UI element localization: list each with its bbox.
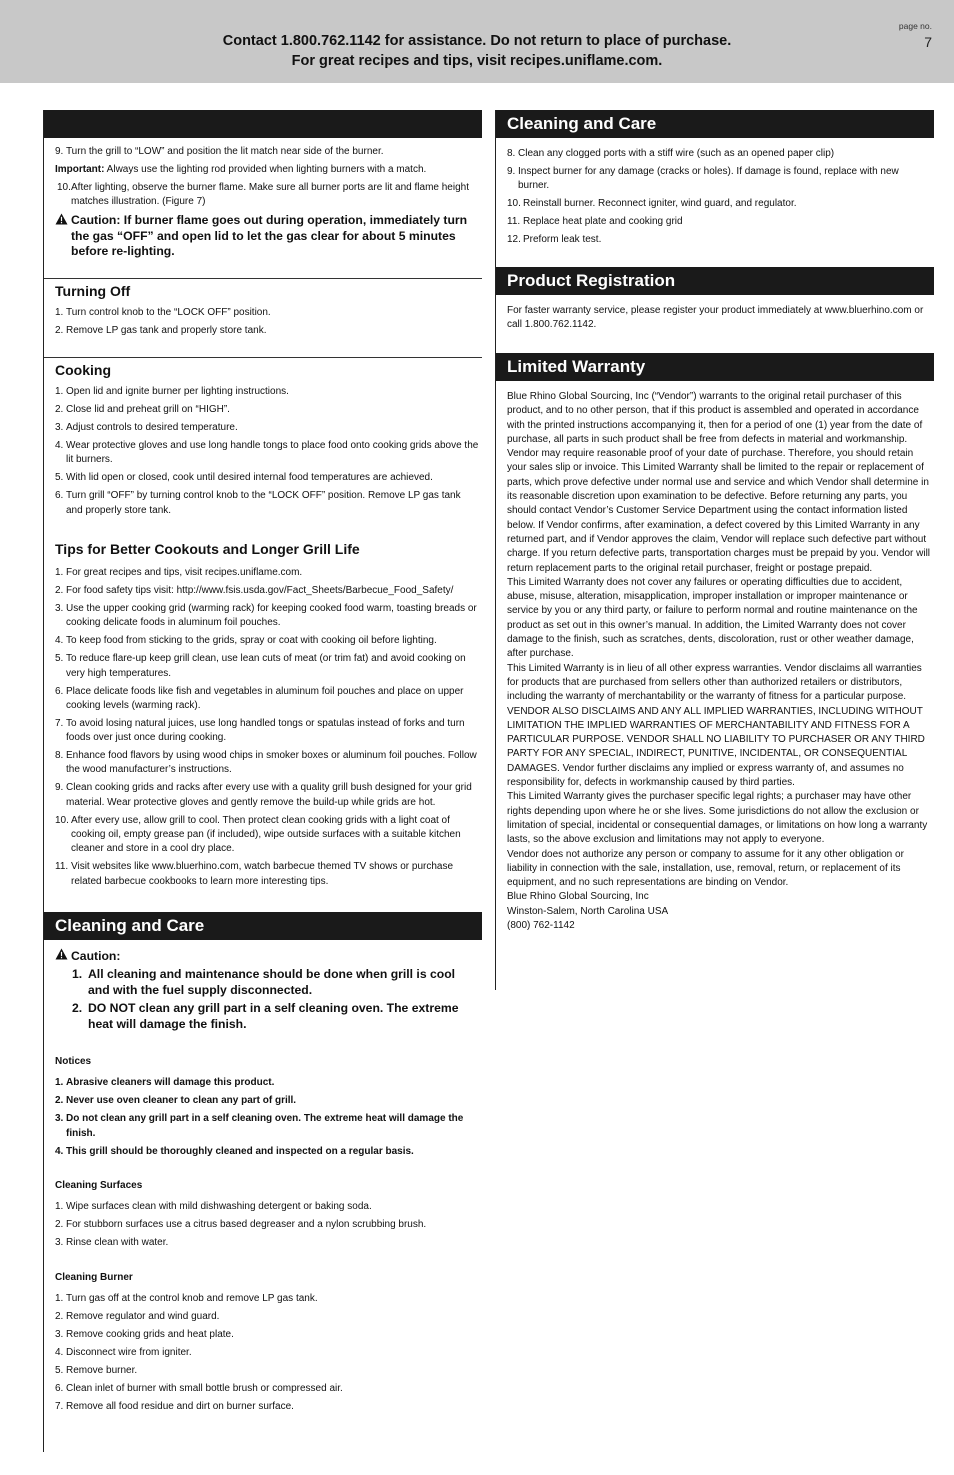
list-item: 5. To reduce flare-up keep grill clean, use lean cuts of meat (or trim fat) and avoid cooking on very high temperatures.: [55, 653, 466, 679]
list-item: 2. Close lid and preheat grill on “HIGH”.: [55, 403, 230, 415]
page-number-label: page no.: [898, 21, 932, 31]
limited-warranty-text: [507, 390, 931, 933]
caution-item: 2. DO NOT clean any grill part in a self cleaning oven. The extreme heat will damage the finish.: [72, 1001, 459, 1031]
cleaning-continued-bar: Cleaning and Care: [496, 110, 934, 138]
cleaning-surfaces-heading: Cleaning Surfaces: [55, 1180, 143, 1191]
important-note: Important: Always use the lighting rod provided when lighting burners with a match.: [55, 163, 427, 175]
caution-item: 1. All cleaning and maintenance should be done when grill is cool and with the fuel supply disconnected.: [72, 967, 456, 997]
vendor-address: [507, 890, 931, 933]
list-item: 10. Reinstall burner. Reconnect igniter, wind guard, and regulator.: [507, 198, 797, 210]
notices-heading: Notices: [55, 1056, 92, 1067]
cleaning-section-bar: Cleaning and Care: [44, 912, 482, 940]
recipes-line: For great recipes and tips, visit recipes.uniflame.com.: [291, 53, 663, 69]
cleaning-continued-list: [507, 147, 931, 251]
lighting-section-bar: [44, 110, 482, 138]
cleaning-caution: [55, 948, 479, 1034]
list-item: 7. Remove all food residue and dirt on burner surface.: [55, 1401, 294, 1413]
list-item: 3. Adjust controls to desired temperature.: [55, 421, 238, 433]
lighting-caution: Caution: If burner flame goes out during operation, immediately turn the gas “OFF” and open lid to let the gas clear for about 5 minutes before re-lighting.: [55, 213, 479, 260]
cleaning-burner-heading: Cleaning Burner: [55, 1272, 133, 1283]
list-item: 11. Replace heat plate and cooking grid: [507, 216, 683, 228]
list-item: 1. For great recipes and tips, visit recipes.uniflame.com.: [55, 567, 303, 578]
turning-off-list: [55, 306, 479, 342]
list-item: 7. To avoid losing natural juices, use long handled tongs or spatulas instead of forks and turn foods over just once during cooking.: [55, 717, 465, 744]
address-line: Winston-Salem, North Carolina USA: [507, 905, 669, 917]
list-item: 2. For food safety tips visit: http://www.fsis.usda.gov/Fact_Sheets/Barbecue_Food_Safety/: [55, 584, 454, 596]
lighting-instructions: [55, 145, 479, 260]
list-item: 6. Clean inlet of burner with small bottle brush or compressed air.: [55, 1383, 343, 1395]
warranty-paragraph: This Limited Warranty gives the purchaser specific legal rights; a purchaser may have other rights depending upon where he or she lives. Some jurisdictions do not allow the exclusion or limitation of special, incidental or consequential damages, or limitations on how long a warranty lasts, so the above exclusion and limitations may not apply to everyone.: [507, 791, 928, 846]
list-item: 12. Preform leak test.: [507, 234, 602, 246]
list-item: 2. Remove LP gas tank and properly store tank.: [55, 324, 267, 336]
tips-list: [55, 566, 479, 893]
notice-item: 4. This grill should be thoroughly cleaned and inspected on a regular basis.: [55, 1145, 414, 1157]
warning-triangle-icon: [55, 948, 71, 964]
tips-heading: Tips for Better Cookouts and Longer Grill Life: [55, 541, 360, 557]
address-line: Blue Rhino Global Sourcing, Inc: [507, 891, 649, 903]
list-item: 11. Visit websites like www.bluerhino.com, watch barbecue themed TV shows or purchase related barbecue cookbooks to learn more interesting tips.: [55, 861, 454, 887]
list-item: 4. To keep food from sticking to the grids, spray or coat with cooking oil before lighting.: [55, 635, 437, 647]
list-item: 9. Inspect burner for any damage (cracks or holes). If damage is found, replace with new burner.: [507, 165, 899, 192]
limited-warranty-bar: Limited Warranty: [496, 353, 934, 381]
warning-triangle-icon: [55, 213, 71, 260]
left-column: [43, 110, 481, 1452]
list-item: 4. Disconnect wire from igniter.: [55, 1347, 192, 1359]
address-line: (800) 762-1142: [507, 919, 575, 931]
lighting-step-9: 9. Turn the grill to “LOW” and position the lit match near side of the burner.: [55, 146, 384, 157]
cooking-list: [55, 385, 479, 522]
list-item: 1. Open lid and ignite burner per lighting instructions.: [55, 386, 289, 397]
turning-off-heading: Turning Off: [44, 278, 482, 299]
list-item: 2. Remove regulator and wind guard.: [55, 1311, 220, 1323]
list-item: 10. After every use, allow grill to cool. Then protect clean cooking grids with a light coat of cooking oil, empty grease pan (if included), wipe outside surfaces with a suitable kitchen cleaner and store in a cool dry place.: [55, 814, 461, 855]
list-item: 3. Remove cooking grids and heat plate.: [55, 1329, 234, 1341]
warranty-paragraph: Vendor does not authorize any person or company to assume for it any other obligation or liability in connection with the sale, installation, use, removal, return, or replacement of its equipment, and no such representations are binding on Vendor.: [507, 848, 904, 889]
notices-list: [55, 1076, 479, 1159]
cleaning-burner-list: [55, 1292, 479, 1414]
warranty-paragraph: This Limited Warranty does not cover any failures or operating difficulties due to accident, abuse, misuse, alteration, misapplication, improper installation or improper maintenance or service by you or any third party, or failure to perform normal and routine maintenance on the product as set out in this owner’s manual. In addition, the Limited Warranty does not cover damage to the finish, such as scratches, dents, discoloration, rust or other weather damage, after purchase.: [507, 576, 918, 660]
caution-list: [55, 966, 479, 1032]
contact-header-bar: [0, 0, 954, 83]
list-item: 5. With lid open or closed, cook until desired internal food temperatures are achieved.: [55, 472, 433, 484]
list-item: 3. Rinse clean with water.: [55, 1237, 169, 1249]
cooking-heading: Cooking: [44, 357, 482, 378]
caution-label: Caution:: [71, 949, 121, 963]
right-column: [495, 110, 933, 990]
list-item: 1. Turn control knob to the “LOCK OFF” position.: [55, 307, 271, 318]
contact-line: Contact 1.800.762.1142 for assistance. Do not return to place of purchase.: [222, 33, 732, 49]
list-item: 1. Wipe surfaces clean with mild dishwashing detergent or baking soda.: [55, 1201, 372, 1213]
cleaning-burner: [55, 1271, 479, 1418]
list-item: 6. Turn grill “OFF” by turning control knob to the “LOCK OFF” position. Remove LP gas tank and properly store tank.: [55, 490, 461, 516]
warranty-paragraph: This Limited Warranty is in lieu of all other express warranties. Vendor disclaims all warranties for products that are purchased from sellers other than authorized retailers or distributors, including the warranty of merchantability or the warranty of fitness for a particular purpose. VENDOR ALSO DISCLAIMS AND ANY ALL IMPLIED WARRANTIES, INCLUDING WITHOUT LIMITATION THE IMPLIED WARRANTIES OF MERCHANTABILITY AND FITNESS FOR A PARTICULAR PURPOSE. VENDOR SHALL NO LIABILITY TO PURCHASER OR ANY THIRD PARTY FOR ANY SPECIAL, INDIRECT, PUNITIVE, INCIDENTAL, OR CONSEQUENTIAL DAMAGES. Vendor further disclaims any implied or express warranty of, and assumes no responsibility for, defects in workmanship caused by third parties.: [507, 662, 925, 789]
list-item: 4. Wear protective gloves and use long handle tongs to place food onto cooking grids above the lit burners.: [55, 439, 479, 466]
notice-item: 1. Abrasive cleaners will damage this product.: [55, 1077, 275, 1089]
notice-item: 3. Do not clean any grill part in a self cleaning oven. The extreme heat will damage the finish.: [55, 1113, 464, 1139]
product-registration-text: For faster warranty service, please register your product immediately at www.bluerhino.com or call 1.800.762.1142.: [507, 305, 924, 331]
cleaning-surfaces-list: [55, 1200, 479, 1250]
list-item: 5. Remove burner.: [55, 1365, 138, 1377]
list-item: 8. Clean any clogged ports with a stiff wire (such as an opened paper clip): [507, 148, 835, 159]
list-item: 9. Clean cooking grids and racks after every use with a quality grill bush designed for your grid material. Wear protective gloves and gently remove the build-up while grids are hot.: [55, 782, 472, 808]
list-item: 2. For stubborn surfaces use a citrus based degreaser and a nylon scrubbing brush.: [55, 1219, 427, 1231]
lighting-step-10: 10. After lighting, observe the burner flame. Make sure all burner ports are lit and flame height matches illustration. (Figure 7): [57, 181, 469, 208]
cleaning-surfaces: [55, 1179, 479, 1254]
warranty-paragraph: Blue Rhino Global Sourcing, Inc (“Vendor”) warrants to the original retail purchaser of this product, and to no other person, that if this product is assembled and operated in accordance with the printed instructions accompanying it, then for a period of one (1) year from the date of purchase, all parts in such product shall be free from defects in material and workmanship. Vendor may require reasonable proof of your date of purchase. Therefore, you should retain your sales slip or invoice. This Limited Warranty shall be limited to the repair or replacement of parts, which prove defective under normal use and service and which Vendor shall determine in its reasonable discretion upon examination to be defective. Before returning any parts, you should contact Vendor’s Customer Service Department using the contact information listed below. If Vendor confirms, after examination, a defect covered by this Limited Warranty in any returned part, and if Vendor approves the claim, Vendor will replace such defective part without charge. If you return defective parts, transportation charges must be prepaid by you. Vendor will return replacement parts to the original retail purchaser, freight or postage prepaid.: [507, 391, 931, 574]
list-item: 1. Turn gas off at the control knob and remove LP gas tank.: [55, 1293, 318, 1305]
page-number: 7: [924, 34, 932, 50]
list-item: 3. Use the upper cooking grid (warming rack) for keeping cooked food warm, toasting breads or cooking delicate foods in aluminum foil pouches.: [55, 602, 477, 629]
product-registration-bar: Product Registration: [496, 267, 934, 295]
list-item: 8. Enhance food flavors by using wood chips in smoker boxes or aluminum foil pouches. Follow the wood manufacturer’s instructions.: [55, 750, 477, 776]
list-item: 6. Place delicate foods like fish and vegetables in aluminum foil pouches and place on upper cooking levels (warming rack).: [55, 685, 464, 711]
notice-item: 2. Never use oven cleaner to clean any part of grill.: [55, 1095, 297, 1107]
notices: [55, 1055, 479, 1163]
